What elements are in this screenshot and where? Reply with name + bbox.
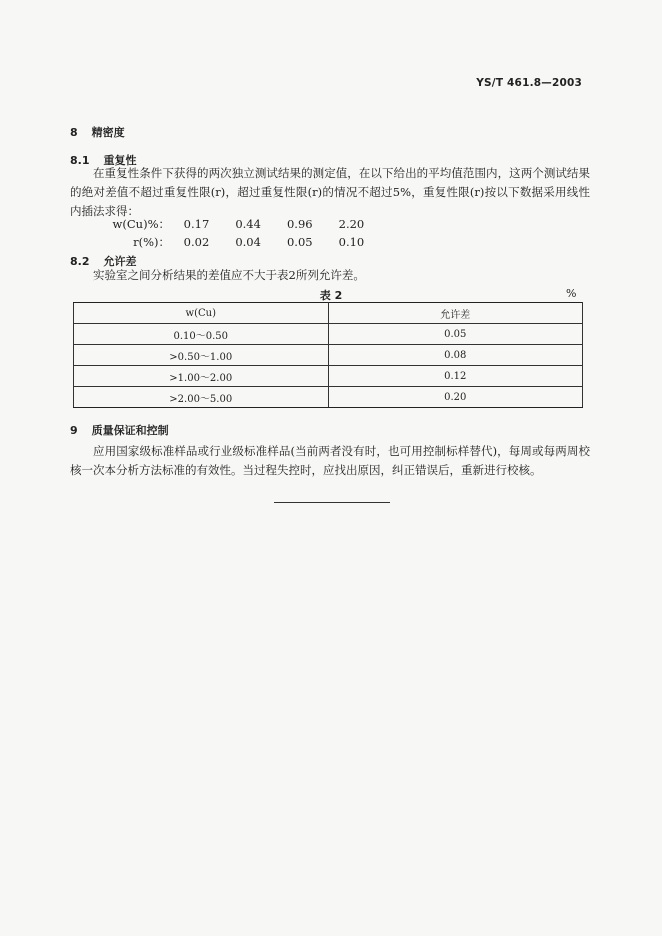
section-title: 允许差 bbox=[103, 255, 137, 268]
table-caption: 表 2 bbox=[319, 289, 343, 302]
section-number: 8.2 bbox=[70, 255, 90, 268]
table-cell: 0.12 bbox=[328, 366, 583, 387]
section-number: 8 bbox=[70, 126, 78, 139]
table-row bbox=[74, 366, 583, 387]
section-title: 精密度 bbox=[91, 126, 125, 139]
r-value: 0.04 bbox=[235, 235, 261, 249]
r-value: 0.10 bbox=[338, 235, 365, 249]
section-9-heading bbox=[70, 422, 169, 438]
quality-control-paragraph: 应用国家级标准样品或行业级标准样品(当前两者没有时，也可用控制标样替代)，每周或每两周校核一次本分析方法标准的有效性。当过程失控时，应找出原因，纠正错误后，重新进行校核。 bbox=[70, 444, 590, 477]
w-cu-value: 0.96 bbox=[286, 217, 313, 231]
table-cell: 0.08 bbox=[328, 345, 583, 366]
repeatability-paragraph: 在重复性条件下获得的两次独立测试结果的测定值，在以下给出的平均值范围内，这两个测试结果的绝对差值不超过重复性限(r)，超过重复性限(r)的情况不超过5%，重复性限(r)按以下数据采用线性内插法求得： bbox=[70, 166, 590, 218]
table-row bbox=[74, 324, 583, 345]
r-label: r(%)： bbox=[133, 235, 170, 249]
w-cu-value: 0.17 bbox=[183, 217, 210, 231]
table-cell: >2.00～5.00 bbox=[74, 387, 329, 408]
table-cell: >0.50～1.00 bbox=[74, 345, 329, 366]
r-data-line bbox=[70, 234, 387, 250]
table-cell: 0.05 bbox=[328, 324, 583, 345]
section-title: 重复性 bbox=[103, 154, 137, 167]
w-cu-value: 0.44 bbox=[235, 217, 261, 231]
table-header-row bbox=[74, 303, 583, 324]
r-value: 0.02 bbox=[183, 235, 210, 249]
section-title: 质量保证和控制 bbox=[91, 424, 169, 437]
column-header-tolerance: 允许差 bbox=[328, 303, 583, 324]
tolerance-table bbox=[73, 302, 583, 408]
column-header-w-cu: w(Cu) bbox=[74, 303, 329, 324]
r-value: 0.05 bbox=[286, 235, 313, 249]
document-code: YS/T 461.8—2003 bbox=[476, 77, 582, 89]
w-cu-value: 2.20 bbox=[338, 217, 365, 231]
w-cu-label: w(Cu)%： bbox=[112, 217, 170, 231]
end-rule bbox=[274, 502, 390, 503]
table-row bbox=[74, 345, 583, 366]
table-row bbox=[74, 387, 583, 408]
section-number: 9 bbox=[70, 424, 78, 437]
table-unit: % bbox=[566, 287, 577, 300]
w-cu-data-line bbox=[70, 216, 387, 232]
section-number: 8.1 bbox=[70, 154, 90, 167]
section-8-heading bbox=[70, 124, 125, 140]
table-cell: 0.20 bbox=[328, 387, 583, 408]
table-cell: >1.00～2.00 bbox=[74, 366, 329, 387]
table-cell: 0.10～0.50 bbox=[74, 324, 329, 345]
tolerance-paragraph: 实验室之间分析结果的差值应不大于表2所列允许差。 bbox=[93, 268, 365, 282]
